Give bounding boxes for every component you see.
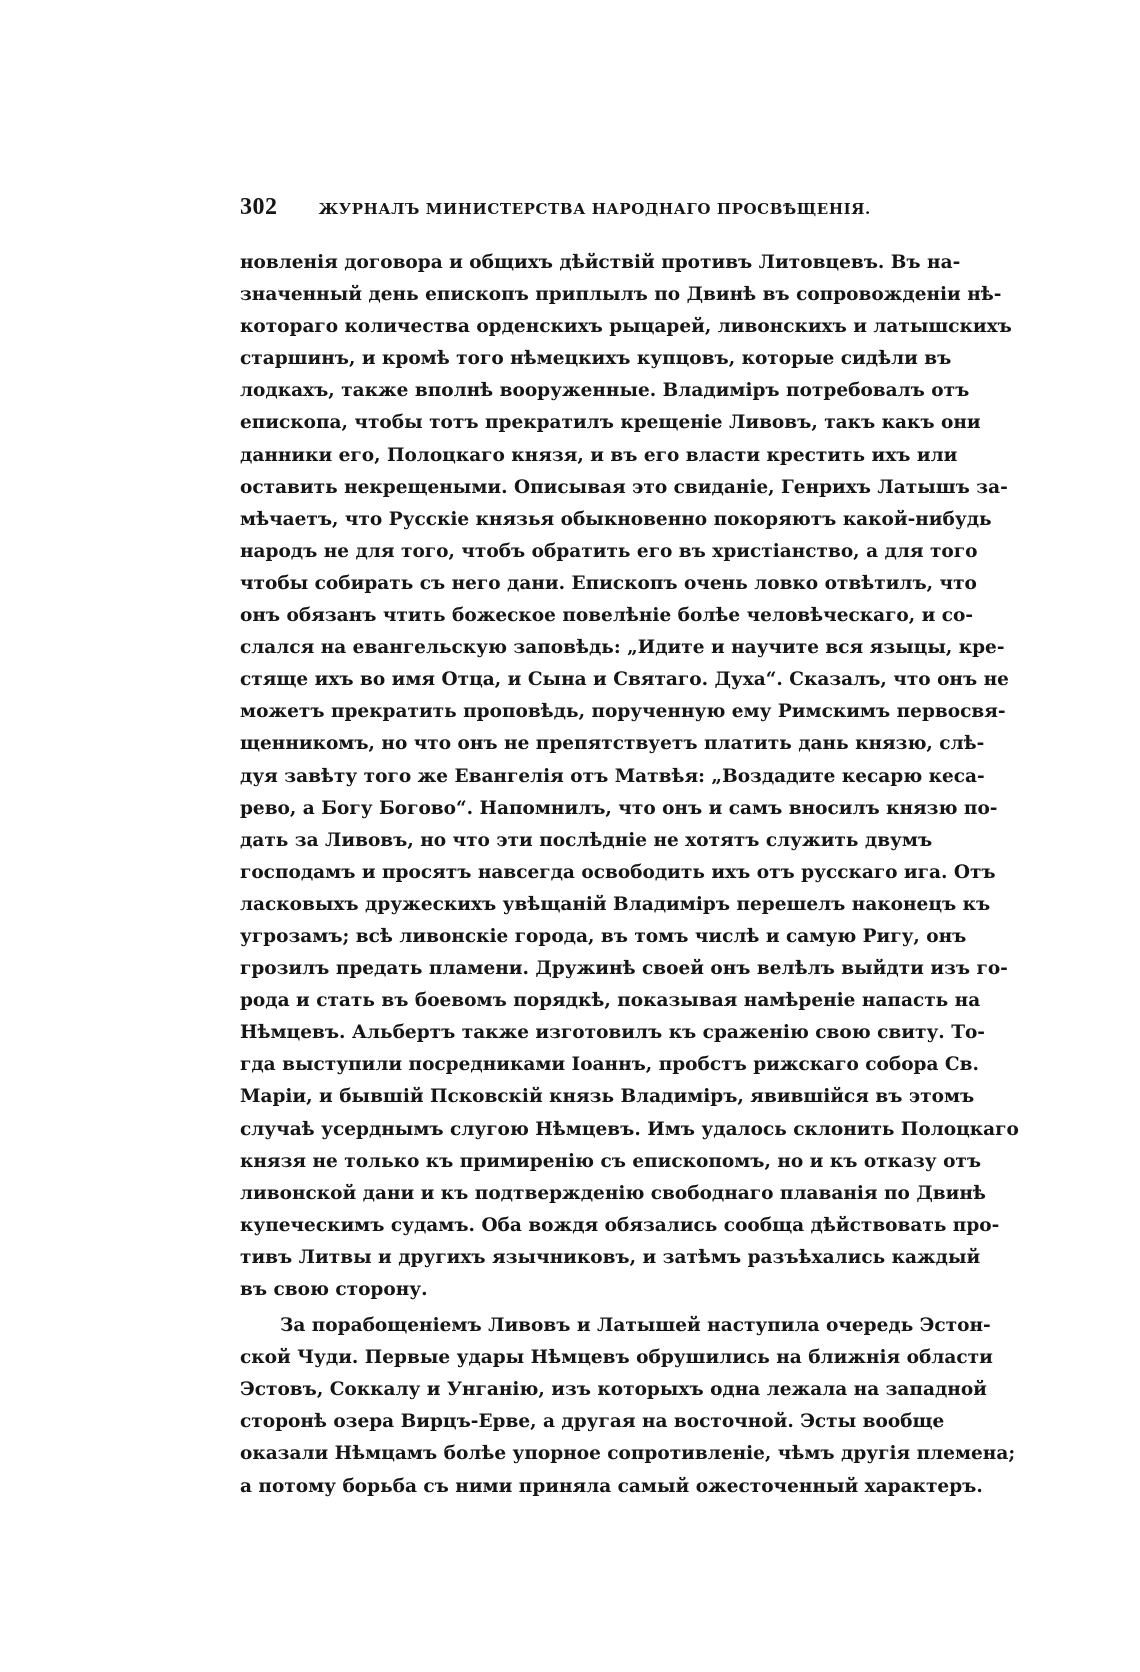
body-text [240,247,1019,1503]
text-line: дать за Ливовъ, но что эти послѣдніе не хотятъ служить двумъ [240,829,933,851]
text-line: грозилъ предать пламени. Дружинѣ своей онъ велѣлъ выйдти изъ го- [240,958,1008,980]
text-line: Маріи, и бывшій Псковскій князь Владиміръ, явившійся въ этомъ [240,1086,975,1108]
page-header [240,194,892,224]
text-line: значенный день епископъ приплылъ по Двинѣ въ сопровожденіи нѣ- [240,284,1002,306]
text-line: можетъ прекратить проповѣдь, порученную ему Римскимъ первосвя- [240,701,1006,723]
text-line: рево, а Богу Богово“. Напомнилъ, что онъ и самъ вносилъ князю по- [240,797,998,819]
text-line: стяще ихъ во имя Отца, и Сына и Святаго. Духа“. Сказалъ, что онъ не [240,669,1009,691]
text-line: сторонѣ озера Вирцъ-Ерве, а другая на восточной. Эсты вообще [240,1411,945,1433]
text-line: котораго количества орденскихъ рыцарей, ливонскихъ и латышскихъ [240,316,1012,338]
text-line: а потому борьба съ ними приняла самый ожесточенный характеръ. [240,1475,983,1497]
text-line: щенникомъ, но что онъ не препятствуетъ платить дань князю, слѣ- [240,733,985,755]
text-line: лодкахъ, также вполнѣ вооруженные. Владиміръ потребовалъ отъ [240,380,970,402]
text-line: князя не только къ примиренію съ епископомъ, но и къ отказу отъ [240,1150,982,1172]
text-line: народъ не для того, чтобъ обратить его въ христіанство, а для того [240,540,978,562]
text-line: тивъ Литвы и другихъ язычниковъ, и затѣмъ разъѣхались каждый [240,1246,981,1268]
text-line: ской Чуди. Первые удары Нѣмцевъ обрушились на ближнія области [240,1347,993,1369]
text-line: въ свою сторону. [240,1279,428,1300]
text-line: Нѣмцевъ. Альбертъ также изготовилъ къ сраженію свою свиту. То- [240,1022,985,1044]
text-line: За порабощеніемъ Ливовъ и Латышей наступила очередь Эстон- [280,1315,991,1337]
text-line: ливонской дани и къ подтвержденію свободнаго плаванія по Двинѣ [240,1182,986,1204]
text-line: господамъ и просятъ навсегда освободить ихъ отъ русскаго ига. Отъ [240,861,996,883]
running-title: ЖУРНАЛЪ МИНИСТЕРСТВА НАРОДНАГО ПРОСВѢЩЕНІЯ. [318,200,871,218]
text-line: рода и стать въ боевомъ порядкѣ, показывая намѣреніе напасть на [240,990,981,1012]
text-line: случаѣ усерднымъ слугою Нѣмцевъ. Имъ удалось склонить Полоцкаго [240,1118,1019,1140]
text-line: старшинъ, и кромѣ того нѣмецкихъ купцовъ, которые сидѣли въ [240,348,952,370]
text-line: новленія договора и общихъ дѣйствій противъ Литовцевъ. Въ на- [240,252,961,273]
paragraph-1 [240,247,1019,1306]
text-line: чтобы собирать съ него дани. Епископъ очень ловко отвѣтилъ, что [240,572,977,594]
text-line: купеческимъ судамъ. Оба вождя обязались сообща дѣйствовать про- [240,1214,1000,1236]
text-line: данники его, Полоцкаго князя, и въ его власти крестить ихъ или [240,444,958,466]
text-line: угрозамъ; всѣ ливонскіе города, въ томъ числѣ и самую Ригу, онъ [240,925,967,947]
text-line: слался на евангельскую заповѣдь: „Идите и научите вся языцы, кре- [240,637,1005,659]
text-line: епископа, чтобы тотъ прекратилъ крещеніе Ливовъ, такъ какъ они [240,412,981,434]
text-line: гда выступили посредниками Іоаннъ, пробстъ рижскаго собора Св. [240,1054,979,1076]
text-line: оставить некрещеными. Описывая это свиданіе, Генрихъ Латышъ за- [240,476,1008,498]
text-line: Эстовъ, Соккалу и Унганію, изъ которыхъ одна лежала на западной [240,1379,987,1401]
text-line: ласковыхъ дружескихъ увѣщаній Владиміръ перешелъ наконецъ къ [240,893,991,915]
paragraph-2 [240,1310,1016,1503]
text-line: онъ обязанъ чтить божеское повелѣніе болѣе человѣческаго, и со- [240,605,974,627]
text-line: дуя завѣту того же Евангелія отъ Матвѣя: „Воздадите кесарю кеса- [240,765,985,787]
text-line: оказали Нѣмцамъ болѣе упорное сопротивленіе, чѣмъ другія племена; [240,1443,1016,1465]
text-line: мѣчаетъ, что Русскіе князья обыкновенно покоряютъ какой-нибудь [240,508,992,530]
page-number: 302 [240,194,278,220]
